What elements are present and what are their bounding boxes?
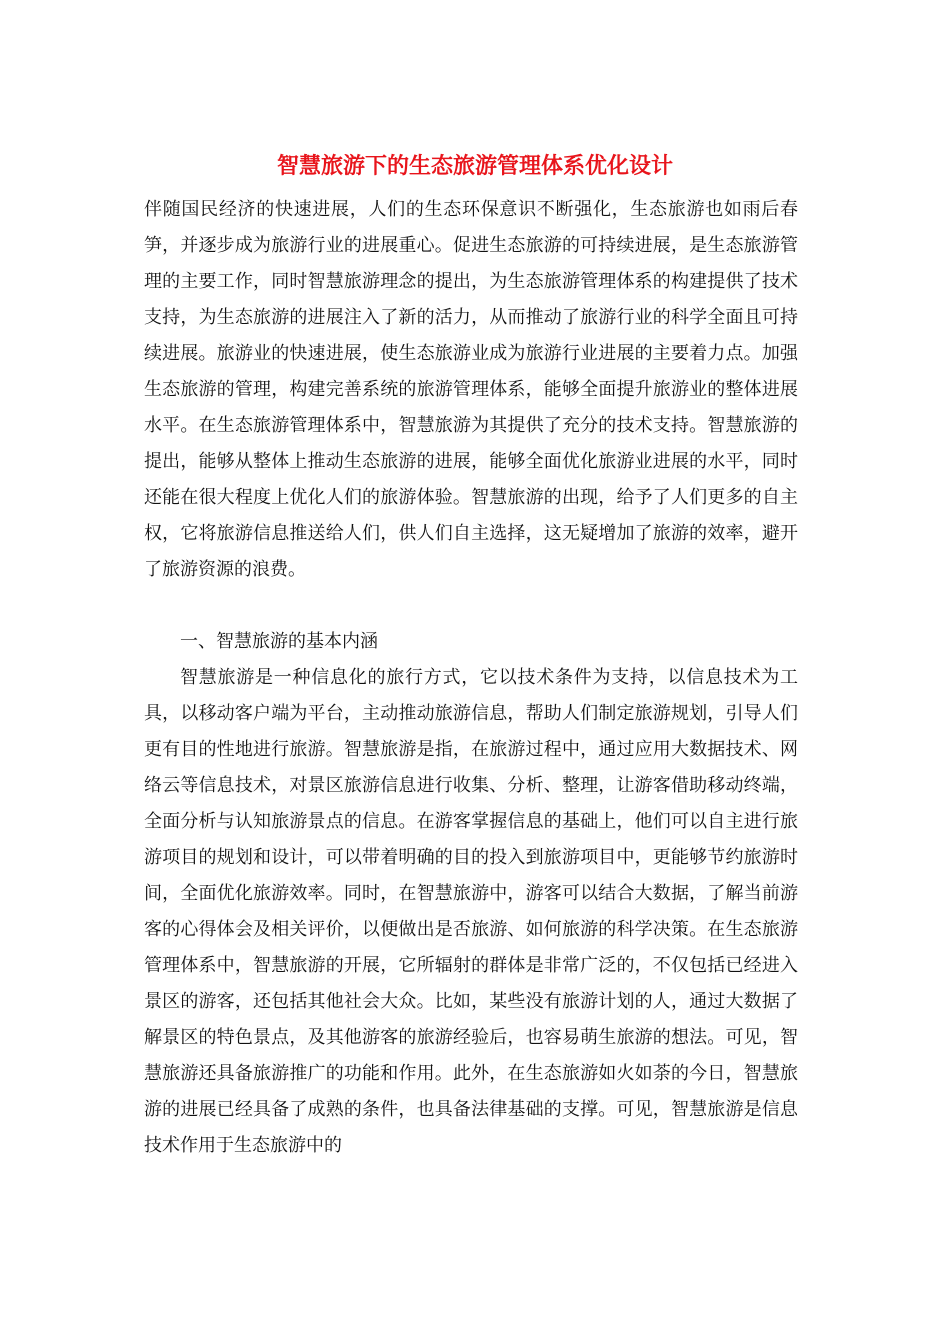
intro-paragraph: 伴随国民经济的快速进展，人们的生态环保意识不断强化，生态旅游也如雨后春笋，并逐步成为旅游行业的进展重心。促进生态旅游的可持续进展，是生态旅游管理的主要工作，同时智慧旅游理念的提出，为生态旅游管理体系的构建提供了技术支持，为生态旅游的进展注入了新的活力，从而推动了旅游行业的科学全面且可持续进展。旅游业的快速进展，使生态旅游业成为旅游行业进展的主要着力点。加强生态旅游的管理，构建完善系统的旅游管理体系，能够全面提升旅游业的整体进展水平。在生态旅游管理体系中，智慧旅游为其提供了充分的技术支持。智慧旅游的提出，能够从整体上推动生态旅游的进展，能够全面优化旅游业进展的水平，同时还能在很大程度上优化人们的旅游体验。智慧旅游的出现，给予了人们更多的自主权，它将旅游信息推送给人们，供人们自主选择，这无疑增加了旅游的效率，避开了旅游资源的浪费。	[144, 199, 798, 580]
section-paragraph: 智慧旅游是一种信息化的旅行方式，它以技术条件为支持，以信息技术为工具，以移动客户端为平台，主动推动旅游信息，帮助人们制定旅游规划，引导人们更有目的性地进行旅游。智慧旅游是指，在旅游过程中，通过应用大数据技术、网络云等信息技术，对景区旅游信息进行收集、分析、整理，让游客借助移动终端，全面分析与认知旅游景点的信息。在游客掌握信息的基础上，他们可以自主进行旅游项目的规划和设计，可以带着明确的目的投入到旅游项目中，更能够节约旅游时间，全面优化旅游效率。同时，在智慧旅游中，游客可以结合大数据，了解当前游客的心得体会及相关评价，以便做出是否旅游、如何旅游的科学决策。在生态旅游管理体系中，智慧旅游的开展，它所辐射的群体是非常广泛的，不仅包括已经进入景区的游客，还包括其他社会大众。比如，某些没有旅游计划的人，通过大数据了解景区的特色景点，及其他游客的旅游经验后，也容易萌生旅游的想法。可见，智慧旅游还具备旅游推广的功能和作用。此外，在生态旅游如火如荼的今日，智慧旅游的进展已经具备了成熟的条件，也具备法律基础的支撑。可见，智慧旅游是信息技术作用于生态旅游中的	[144, 667, 798, 1156]
document-body	[144, 192, 798, 1164]
section-heading: 一、智慧旅游的基本内涵	[180, 631, 378, 652]
paragraph-spacer	[144, 588, 798, 624]
document-title: 智慧旅游下的生态旅游管理体系优化设计	[276, 153, 673, 179]
